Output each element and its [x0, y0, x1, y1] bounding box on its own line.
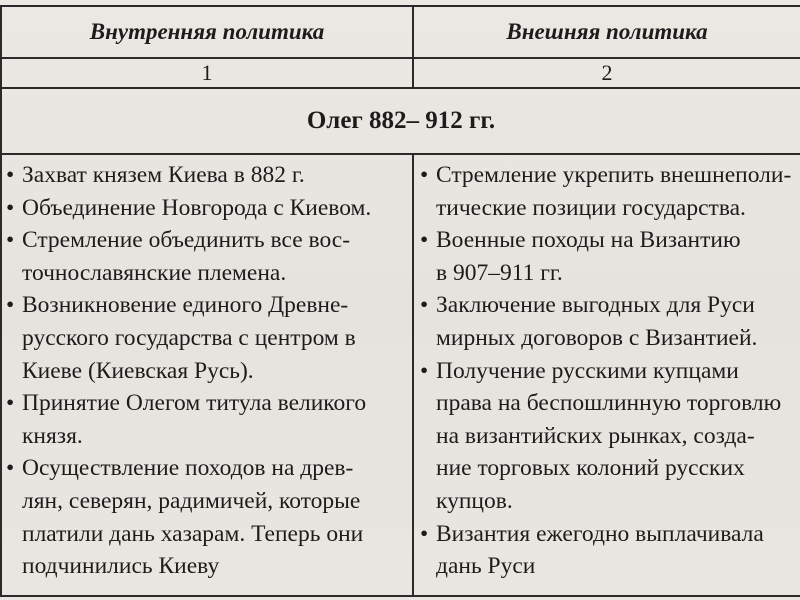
- internal-policy-cell: [1, 154, 413, 596]
- list-item: • Стремление объединить все вос- точнославянские племена.: [6, 224, 412, 289]
- history-table: [0, 5, 800, 597]
- list-item: • Возникновение единого Древне- русского государства с центром в Киеве (Киевская Русь).: [6, 289, 412, 387]
- external-policy-cell: [413, 154, 800, 596]
- header-external-policy: Внешняя политика: [413, 6, 800, 58]
- list-item: • Захват князем Киева в 882 г.: [6, 159, 412, 192]
- list-item: • Осуществление походов на древ- лян, северян, радимичей, которые платили дань хазарам. Теперь они подчинились Киеву: [6, 452, 412, 582]
- list-item: • Заключение выгодных для Руси мирных договоров с Византией.: [420, 289, 800, 354]
- column-number-2: 2: [413, 58, 800, 88]
- external-policy-list: [414, 155, 800, 583]
- list-item: • Военные походы на Византию в 907–911 гг.: [420, 224, 800, 289]
- list-item: • Объединение Новгорода с Киевом.: [6, 192, 412, 225]
- internal-policy-list: [2, 155, 412, 583]
- body-row: [1, 154, 800, 596]
- ruler-row: [1, 88, 800, 154]
- list-item: • Принятие Олегом титула великого князя.: [6, 387, 412, 452]
- column-number-row: [1, 58, 800, 88]
- header-row: [1, 6, 800, 58]
- list-item: • Стремление укрепить внешнеполи- тические позиции государства.: [420, 159, 800, 224]
- ruler-title: Олег 882– 912 гг.: [1, 88, 800, 154]
- header-internal-policy: Внутренняя политика: [1, 6, 413, 58]
- column-number-1: 1: [1, 58, 413, 88]
- list-item: • Получение русскими купцами права на беспошлинную торговлю на византийских рынках, созда- ние торговых колоний русских купцов.: [420, 355, 800, 518]
- list-item: • Византия ежегодно выплачивала дань Руси: [420, 518, 800, 583]
